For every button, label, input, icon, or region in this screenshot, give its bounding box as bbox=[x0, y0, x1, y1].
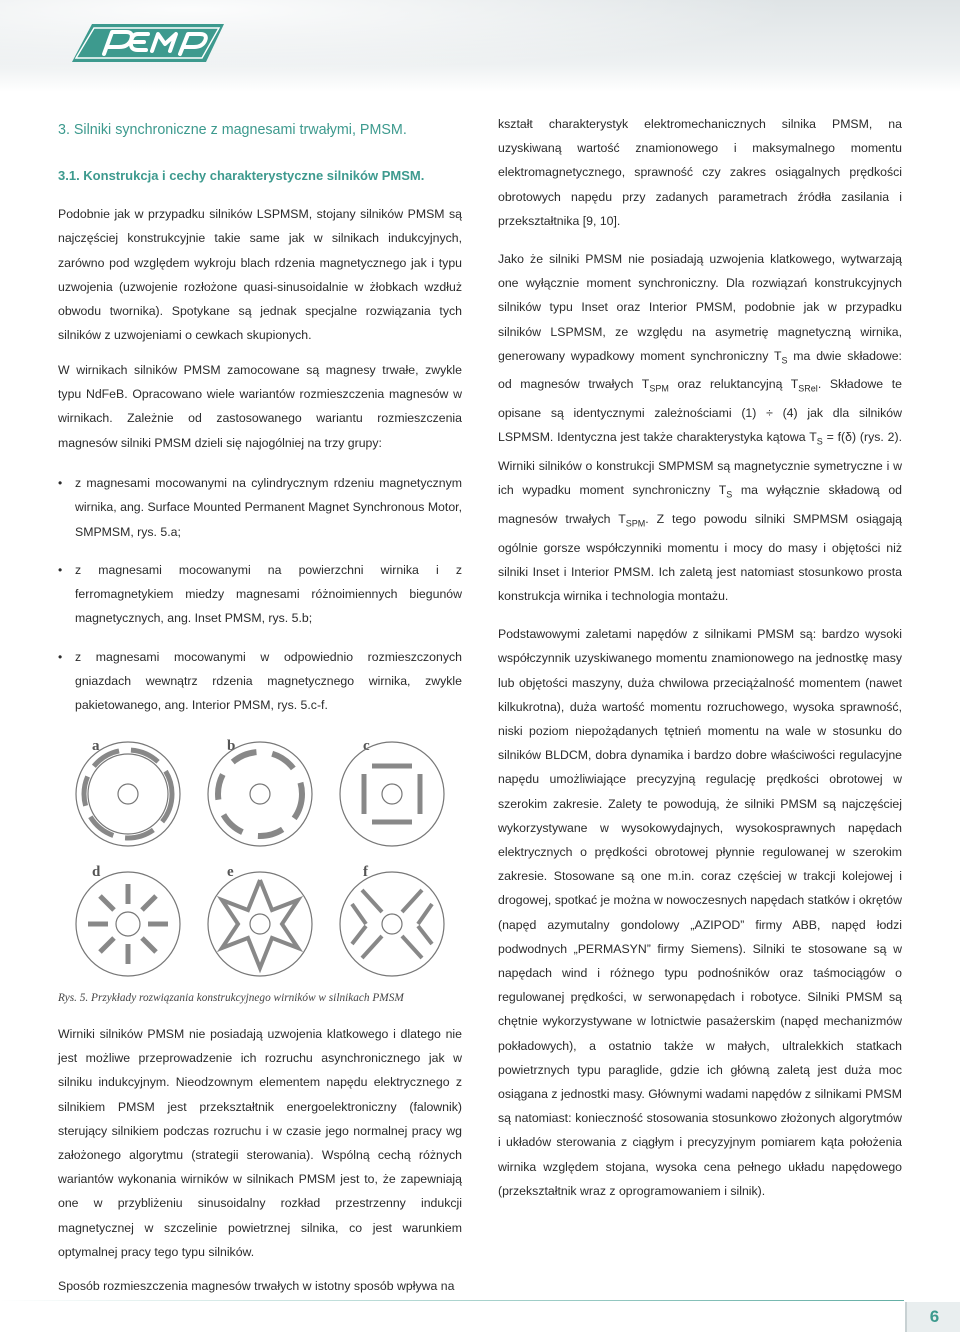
paragraph-advantages: Podstawowymi zaletami napędów z silnikami PMSM są: bardzo wysoki współczynnik uzyskiwanego momentu znamionowego na jednostkę masy lub objętości maszyny, duża chwilowa przeciążalność momentem (nawet kilkukrotna), duża wartość momentu rozruchowego, wysoka sprawność, niski poziom niepożądanych tętnień momentu na wale w stosunku do silników BLDCM, dobra dynamika i bardzo dobre właściwości regulacyjne napędu umożliwiające precyzyjną regulację prędkości obrotowej w szerokim zakresie. Zalety te powodują, że silniki PMSM są najczęściej wykorzystywane w wysokowydajnych, wysokosprawnych napędach elektrycznych o prędkości obrotowej płynnie regulowanej w szerokim zakresie. Stosowane są one m.in. coraz częściej w trakcji kolejowej i drogowej, spotkać je można w nowoczesnych napędach statków i okrętów (napęd azymutalny gondolowy „AZIPOD” firmy ABB, napęd łodzi podwodnych „PERMASYN” firmy Siemens). Silniki te stosowane są w napędach wind i różnego typu podnośników oraz taśmociągów o regulowanej prędkości, w serwonapędach i robotyce. Silniki PMSM są chętnie wykorzystywane w lotnictwie pasażerskim (napęd mechanizmów pokładowych), a ostatnio także w małych, ultralekkich statkach powietrznych typu paraglide, gdzie ich główną zaletą jest duża moc osiągana z jednostki masy. Głównymi wadami napędów z silnikami PMSM są natomiast: konieczność stosowania stosunkowo złożonych algorytmów i układów sterowania z ciągłym i precyzyjnym pomiarem kąta położenia wirnika względem stojana, wysoka cena pełnego układu napędowego (przekształtnik wraz z oprogramowaniem i silnik). bbox=[498, 627, 902, 1198]
left-column bbox=[58, 118, 462, 732]
rotor-a bbox=[76, 742, 180, 846]
paragraph-rotor: W wirnikach silników PMSM zamocowane są magnesy trwałe, zwykle typu NdFeB. Opracowano wiele wariantów rozmieszczenia magnesów w wirnikach. Zależnie od zastosowanego wariantu rozmieszczenia magnesów silniki PMSM dzieli się najogólniej na trzy grupy: bbox=[58, 362, 462, 450]
figure-label-b: b bbox=[227, 738, 236, 754]
right-column bbox=[498, 112, 902, 1203]
bullet-dot: • bbox=[58, 649, 63, 664]
list-item bbox=[58, 471, 462, 544]
rotor-types-list bbox=[58, 471, 462, 718]
rotor-e bbox=[208, 872, 312, 976]
bullet-dot: • bbox=[58, 562, 63, 577]
list-item bbox=[58, 645, 462, 718]
figure-label-a: a bbox=[92, 738, 100, 754]
subsection-title: 3.1. Konstrukcja i cechy charakterystyczne silników PMSM. bbox=[58, 168, 425, 183]
left-column-bottom bbox=[58, 1022, 462, 1298]
list-item-text: z magnesami mocowanymi na cylindrycznym rdzeniu magnetycznym wirnika, ang. Surface Mounted Permanent Magnet Synchronous Motor, SMPMSM, rys. 5.a; bbox=[75, 475, 462, 539]
paragraph-synchronous-torque: Jako że silniki PMSM nie posiadają uzwojenia klatkowego, wytwarzają one wyłącznie moment synchroniczny. Dla rozwiązań konstrukcyjnych silników typu Inset oraz Interior PMSM, podobnie jak w przypadku silników LSPMSM, ze względu na asymetrię magnetyczną wirnika, generowany wypadkowy moment synchroniczny $T_S$ ma dwie składowe: od magnesów trwałych $T_{SPM}$ oraz reluktancyjną $T_{SRel}$. Składowe te opisane są identycznymi zależnościami (1) ÷ (4) jak dla silników LSPMSM. Identyczna jest także charakterystyka kątowa $T_S = f(\delta)$ (rys. 2). Wirniki silników o konstrukcji SMPMSM są magnetycznie symetryczne i w ich wypadku moment synchroniczny $T_S$ ma wyłącznie składową od magnesów trwałych $T_{SPM}$. Z tego powodu silniki SMPMSM osiągają ogólnie gorsze współczynniki momentu i mocy do masy i objętości niż silniki Inset i Interior PMSM. Ich zaletą jest natomiast stosunkowo prosta konstrukcja wirnika i technologia montażu. bbox=[498, 252, 902, 603]
section-title: 3. Silniki synchroniczne z magnesami trwałymi, PMSM. bbox=[58, 122, 407, 138]
figure-caption: Rys. 5. Przykłady rozwiązania konstrukcyjnego wirników w silnikach PMSM bbox=[58, 992, 404, 1004]
footer-rule bbox=[0, 1300, 904, 1301]
bullet-dot: • bbox=[58, 475, 63, 490]
list-item-text: z magnesami mocowanymi na powierzchni wirnika i z ferromagnetykiem miedzy magnesami różnoimiennych biegunów magnetycznych, ang. Inset PMSM, rys. 5.b; bbox=[75, 562, 462, 626]
paragraph-characteristics: kształt charakterystyk elektromechanicznych silnika PMSM, na uzyskiwaną wartość znamionowego i maksymalnego momentu elektromagnetycznego, sprawność czy zakres osiągalnych prędkości obrotowych napędu przy zadanych parametrach źródła zasilania i przekształtnika [9, 10]. bbox=[498, 117, 902, 228]
pemp-logo bbox=[64, 18, 230, 68]
list-item-text: z magnesami mocowanymi w odpowiednio rozmieszczonych gniazdach wewnątrz rdzenia magnetycznego wirnika, zwykle pakietowanego, ang. Interior PMSM, rys. 5.c-f. bbox=[75, 649, 462, 713]
page-number: 6 bbox=[905, 1302, 960, 1332]
rotor-figure bbox=[62, 728, 458, 990]
rotor-f bbox=[340, 872, 444, 976]
rotor-d bbox=[76, 872, 180, 976]
rotor-c bbox=[340, 742, 444, 846]
figure-label-f: f bbox=[363, 864, 368, 880]
paragraph-magnet-placement: Sposób rozmieszczenia magnesów trwałych w istotny sposób wpływa na bbox=[58, 1279, 455, 1294]
list-item bbox=[58, 558, 462, 631]
paragraph-stator: Podobnie jak w przypadku silników LSPMSM, stojany silników PMSM są najczęściej konstrukcyjnie takie same jak w silnikach indukcyjnych, zarówno pod względem wykroju blach rdzenia magnetycznego jak i typu uzwojenia (uzwojenie rozłożone quasi-sinusoidalnie w żłobkach wzdłuż obwodu twornika). Spotykane są jednak specjalne rozwiązania tych silników z uzwojeniami o cewkach skupionych. bbox=[58, 207, 462, 343]
figure-label-e: e bbox=[227, 864, 234, 880]
rotor-b bbox=[208, 742, 312, 846]
paragraph-inverter: Wirniki silników PMSM nie posiadają uzwojenia klatkowego i dlatego nie jest możliwe przeprowadzenie ich rozruchu asynchronicznego jak w silniku indukcyjnym. Nieodzownym elementem napędu elektrycznego z silnikiem PMSM jest przekształtnik energoelektroniczny (falownik) sterujący silnikiem podczas rozruchu i w czasie jego normalnej pracy wg założonego algorytmu (strategii sterowania). Wspólną cechą różnych wariantów wykonania wirników w silnikach PMSM jest to, że zapewniają one w przybliżeniu sinusoidalny rozkład przestrzenny indukcji magnetycznej w szczelinie powietrznej silnika, co jest warunkiem optymalnej pracy tego typu silników. bbox=[58, 1027, 462, 1259]
figure-label-c: c bbox=[363, 738, 370, 754]
figure-label-d: d bbox=[92, 864, 101, 880]
